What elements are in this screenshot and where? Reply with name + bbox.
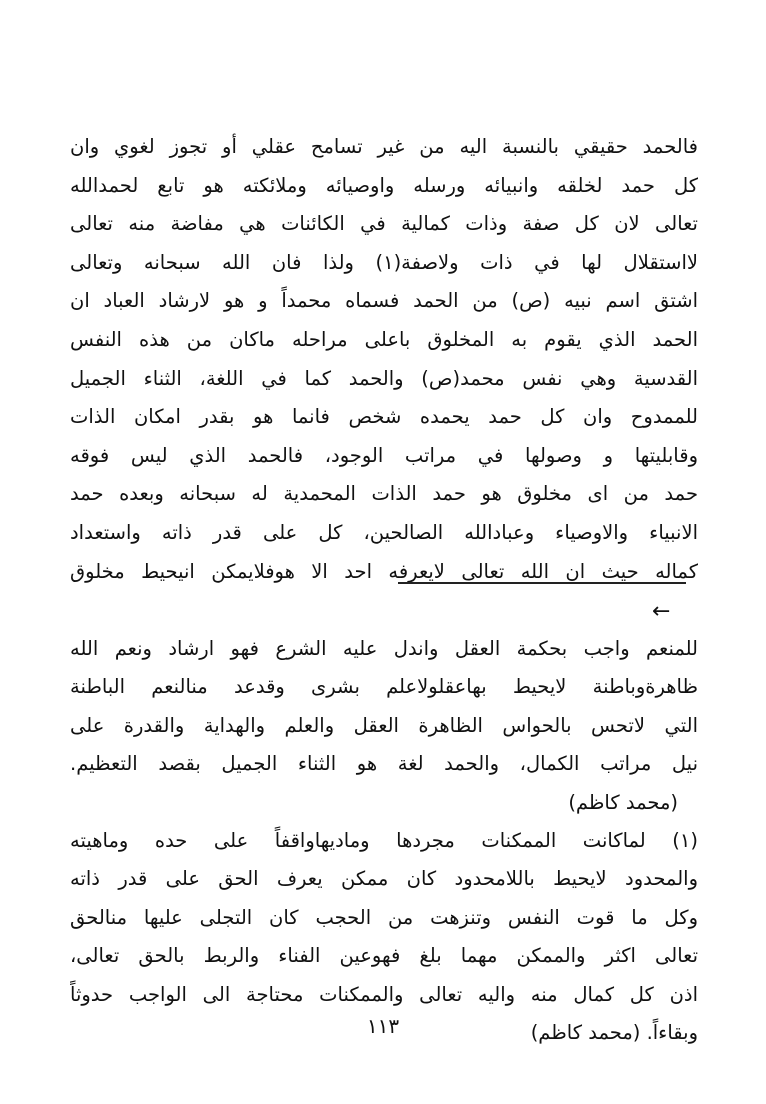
main-text-line: الحمد الذي يقوم به المخلوق باعلى مراحله ماكان من هذه النفس bbox=[70, 327, 698, 351]
main-text-line: تعالى لان كل صفة وذات كمالية في الكائنات هي مفاضة منه تعالى bbox=[70, 212, 698, 236]
page-number: ١١٣ bbox=[366, 1014, 400, 1038]
main-text-line: الانبياء والاوصياء وعبادالله الصالحين، كل على قدر ذاته واستعداد bbox=[70, 520, 698, 544]
footnote-signature: (محمد كاظم) bbox=[568, 790, 678, 814]
footnote-1-last-line: وبقاءاً. (محمد كاظم) bbox=[530, 1020, 698, 1044]
footnote-1-line: والمحدود لايحيط باللامحدود كان ممكن يعرف الحق على قدر ذاته bbox=[70, 867, 698, 891]
footnote-continuation-line: التي لاتحس بالحواس الظاهرة العقل والعلم والهداية والقدرة على bbox=[70, 713, 698, 737]
main-text-line: وقابليتها و وصولها في مراتب الوجود، فالحمد الذي ليس فوقه bbox=[70, 443, 698, 467]
footnotes-block bbox=[70, 630, 698, 1052]
footnote-1-line: (١) لماكانت الممكنات مجردها وماديهاواقفاً على حده وماهيته bbox=[70, 828, 698, 852]
footnote-1-line: تعالى اكثر والممكن مهما بلغ فهوعين الفناء والربط بالحق تعالى، bbox=[70, 944, 698, 968]
main-text-line: للممدوح وان كل حمد يحمده شخص فانما هو بقدر امكان الذات bbox=[70, 405, 698, 429]
main-text-line: القدسية وهي نفس محمد(ص) والحمد كما في اللغة، الثناء الجميل bbox=[70, 366, 698, 390]
footnote-1-line: اذن كل كمال منه واليه تعالى والممكنات محتاجة الى الواجب حدوثاً bbox=[70, 982, 698, 1006]
footnote-continuation-line: ظاهرةوباطنة لايحيط بهاعقلولاعلم بشرى وقدعد منالنعم الباطنة bbox=[70, 675, 698, 699]
main-text-line: كل حمد لخلقه وانبيائه ورسله واوصيائه وملائكته هو تابع لحمدالله bbox=[70, 173, 698, 197]
main-text-line: كماله حيث ان الله تعالى لايعرفه احد الا هوفلايمكن انيحيط مخلوق bbox=[70, 559, 698, 583]
main-text-line: فالحمد حقيقي بالنسبة اليه من غير تسامح عقلي أو تجوز لغوي وان bbox=[70, 135, 698, 158]
footnote-divider bbox=[398, 582, 686, 584]
main-text-block bbox=[70, 128, 698, 591]
footnote-1-line: وكل ما قوت النفس وتنزهت من الحجب كان التجلى عليها منالحق bbox=[70, 905, 698, 929]
main-text-line: لااستقلال لها في ذات ولاصفة(١) ولذا فان الله سبحانه وتعالى bbox=[70, 250, 698, 274]
continuation-arrow-icon: ← bbox=[652, 599, 671, 624]
footnote-continuation-line: نيل مراتب الكمال، والحمد لغة هو الثناء الجميل بقصد التعظيم. bbox=[70, 752, 698, 776]
main-text-line: اشتق اسم نبيه (ص) من الحمد فسماه محمداً و هو لارشاد العباد ان bbox=[70, 289, 698, 313]
main-text-line: حمد من اى مخلوق هو حمد الذات المحمدية له سبحانه وبعده حمد bbox=[70, 482, 698, 506]
footnote-continuation-line: للمنعم واجب بحكمة العقل واندل عليه الشرع فهو ارشاد ونعم الله bbox=[70, 637, 698, 660]
